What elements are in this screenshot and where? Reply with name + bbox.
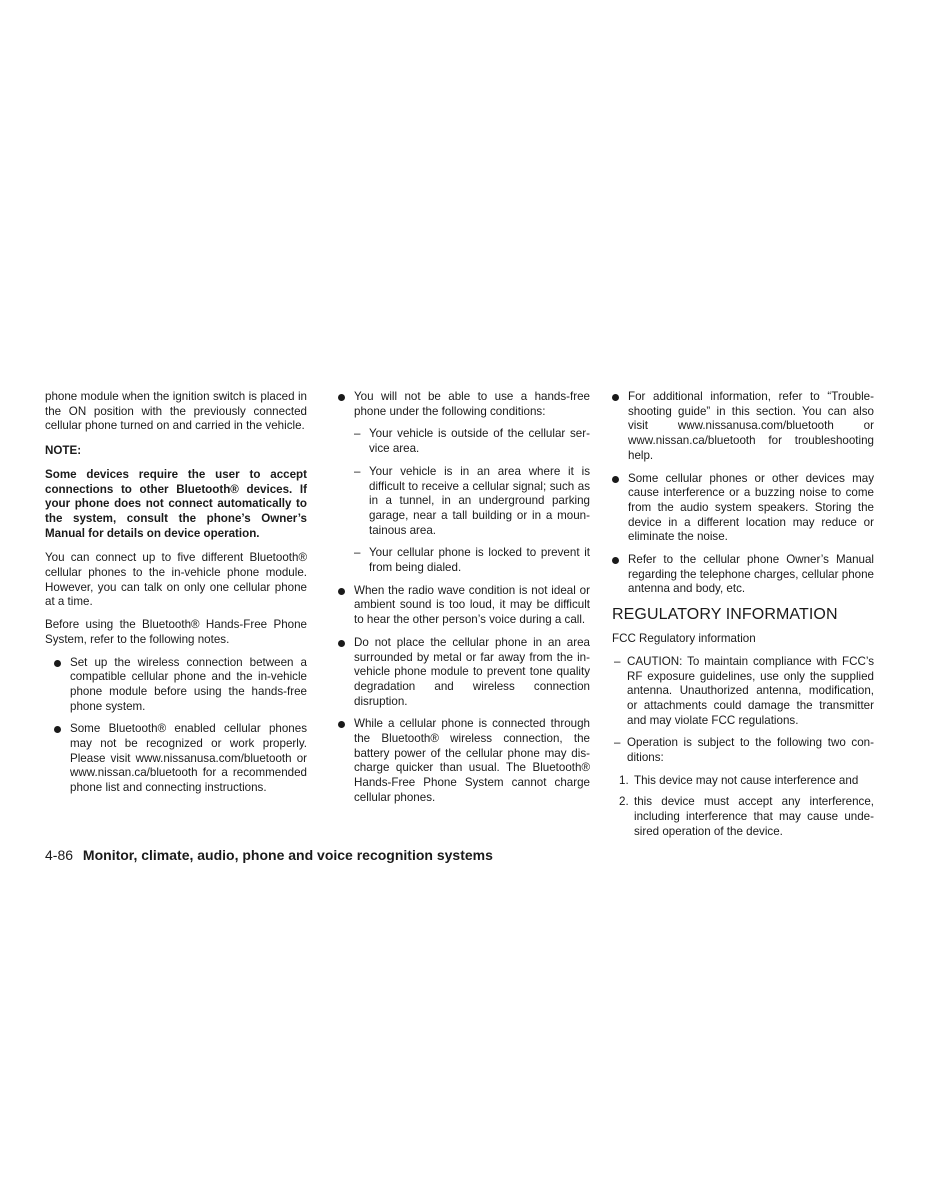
- numbered-item-text: this device must accept any interference, including interference that may cause undesired operation of the device.: [634, 795, 874, 838]
- list-item-text: Set up the wireless connection between a compatible cellular phone and the in-vehicle phone module before using the hands-free phone system.: [70, 655, 307, 713]
- sub-list-item: [338, 427, 590, 456]
- bullet-icon: [612, 394, 619, 401]
- list-item: [338, 636, 590, 710]
- continued-paragraph: phone module when the ignition switch is placed in the ON position with the previously connected cellular phone turned on and carried in the vehicle.: [45, 390, 307, 433]
- dash-marker: –: [614, 654, 621, 668]
- note-label: NOTE:: [45, 444, 82, 458]
- dash-marker: –: [614, 736, 621, 750]
- dash-marker: –: [354, 464, 361, 478]
- list-item: [612, 553, 874, 597]
- page-footer: [45, 846, 493, 864]
- dash-marker: –: [354, 546, 361, 560]
- column-middle: [338, 390, 590, 814]
- list-item-text: CAUTION: To maintain compliance with FCC’s RF exposure guidelines, use only the supplied antenna. Unauthorized antenna, modification, or attachments could damage the transmitter and may violate FCC regulations.: [627, 654, 874, 727]
- paragraph-before-using: Before using the Bluetooth® Hands-Free Phone System, refer to the following notes.: [45, 618, 307, 646]
- list-item-text: For additional information, refer to “Troubleshooting guide” in this section. You can also visit www.nissanusa.com/bluetooth or www.nissan.ca/bluetooth for troubleshooting help.: [628, 390, 874, 462]
- item-number: 2.: [619, 795, 629, 809]
- list-item: [612, 736, 874, 765]
- paragraph-connect: You can connect up to five different Bluetooth® cellular phones to the in-vehicle phone module. However, you can talk on only one cellular phone at a time.: [45, 551, 307, 609]
- bullet-icon: [612, 557, 619, 564]
- bullet-icon: [338, 394, 345, 401]
- list-item: [338, 584, 590, 628]
- page-number: 4-86: [45, 847, 74, 863]
- note-text: Some devices require the user to accept connections to other Bluetooth® devices. If your phone does not connect automatically to the system, consult the phone’s Owner’s Manual for details on device operation.: [45, 467, 307, 540]
- list-item-text: You will not be able to use a hands-free phone under the following conditions:: [354, 390, 590, 418]
- list-item-text: Operation is subject to the following two conditions:: [627, 736, 874, 765]
- list-item: [612, 655, 874, 729]
- list-item: [612, 472, 874, 546]
- sub-list-item: [338, 546, 590, 575]
- list-item-text: While a cellular phone is connected through the Bluetooth® wireless connection, the battery power of the cellular phone may discharge quicker than usual. The Bluetooth® Hands-Free Phone System cannot charge cellular phones.: [354, 717, 590, 804]
- list-item-text: Refer to the cellular phone Owner’s Manual regarding the telephone charges, cellular phone antenna and body, etc.: [628, 553, 874, 596]
- list-item-text: Do not place the cellular phone in an area surrounded by metal or far away from the in-vehicle phone module to prevent tone quality degradation and wireless connection disruption.: [354, 635, 590, 708]
- list-item: [338, 390, 590, 419]
- subheading: FCC Regulatory information: [612, 632, 756, 646]
- section-title: Monitor, climate, audio, phone and voice recognition systems: [82, 847, 493, 863]
- section-heading: REGULATORY INFORMATION: [612, 606, 838, 624]
- list-item: [45, 656, 307, 715]
- bullet-icon: [612, 476, 619, 483]
- bullet-icon: [54, 660, 61, 667]
- sub-list-item-text: Your vehicle is in an area where it is difficult to receive a cellular signal; such as in a tunnel, in an underground parking garage, near a tall building or in a mountainous area.: [369, 464, 590, 537]
- column-left: [45, 390, 307, 804]
- numbered-item-text: This device may not cause interference and: [634, 773, 859, 787]
- list-item: [45, 722, 307, 796]
- numbered-item: [612, 774, 874, 789]
- bullet-icon: [338, 721, 345, 728]
- list-item-text: Some Bluetooth® enabled cellular phones may not be recognized or work properly. Please visit www.nissanusa.com/bluetooth or www.nissan.ca/bluetooth for a recommended phone list and connecting instructions.: [70, 722, 307, 795]
- numbered-item: [612, 795, 874, 839]
- list-item: [338, 717, 590, 805]
- bullet-icon: [338, 640, 345, 647]
- column-right: [612, 390, 874, 847]
- sub-list-item-text: Your vehicle is outside of the cellular service area.: [369, 427, 590, 456]
- bullet-icon: [54, 726, 61, 733]
- item-number: 1.: [619, 773, 629, 787]
- list-item-text: Some cellular phones or other devices may cause interference or a buzzing noise to come from the audio system speakers. Storing the device in a different location may reduce or eliminate the noise.: [628, 471, 874, 544]
- sub-list-item: [338, 465, 590, 539]
- list-item-text: When the radio wave condition is not ideal or ambient sound is too loud, it may be difficult to hear the other person’s voice during a call.: [354, 583, 590, 627]
- list-item: [612, 390, 874, 464]
- bullet-icon: [338, 588, 345, 595]
- dash-marker: –: [354, 427, 361, 441]
- sub-list-item-text: Your cellular phone is locked to prevent it from being dialed.: [369, 546, 590, 575]
